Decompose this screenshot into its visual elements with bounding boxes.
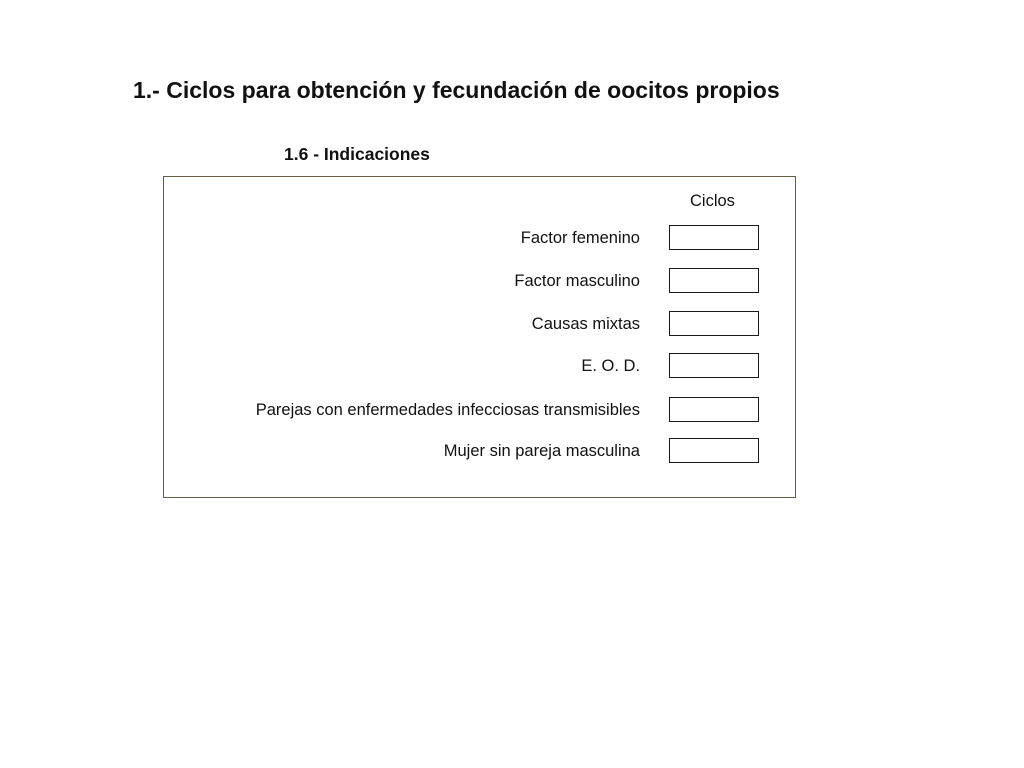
row-causas-mixtas <box>164 311 795 337</box>
row-mujer-sin-pareja <box>164 438 795 464</box>
indications-panel <box>163 176 796 498</box>
row-label: Parejas con enfermedades infecciosas transmisibles <box>255 401 640 419</box>
row-factor-femenino <box>164 225 795 251</box>
row-parejas-enfermedades <box>164 397 795 423</box>
column-header-ciclos: Ciclos <box>690 192 735 210</box>
ciclos-input-mujer-sin-pareja[interactable] <box>669 438 759 463</box>
ciclos-input-eod[interactable] <box>669 353 759 378</box>
row-label: E. O. D. <box>581 357 640 375</box>
ciclos-input-factor-femenino[interactable] <box>669 225 759 250</box>
ciclos-input-parejas-enfermedades[interactable] <box>669 397 759 422</box>
row-eod <box>164 353 795 379</box>
page-title: 1.- Ciclos para obtención y fecundación de oocitos propios <box>133 77 780 103</box>
section-title: 1.6 - Indicaciones <box>284 144 430 164</box>
row-factor-masculino <box>164 268 795 294</box>
row-label: Causas mixtas <box>531 315 640 333</box>
row-label: Mujer sin pareja masculina <box>443 442 640 460</box>
ciclos-input-causas-mixtas[interactable] <box>669 311 759 336</box>
row-label: Factor masculino <box>514 272 640 290</box>
row-label: Factor femenino <box>520 229 640 247</box>
ciclos-input-factor-masculino[interactable] <box>669 268 759 293</box>
